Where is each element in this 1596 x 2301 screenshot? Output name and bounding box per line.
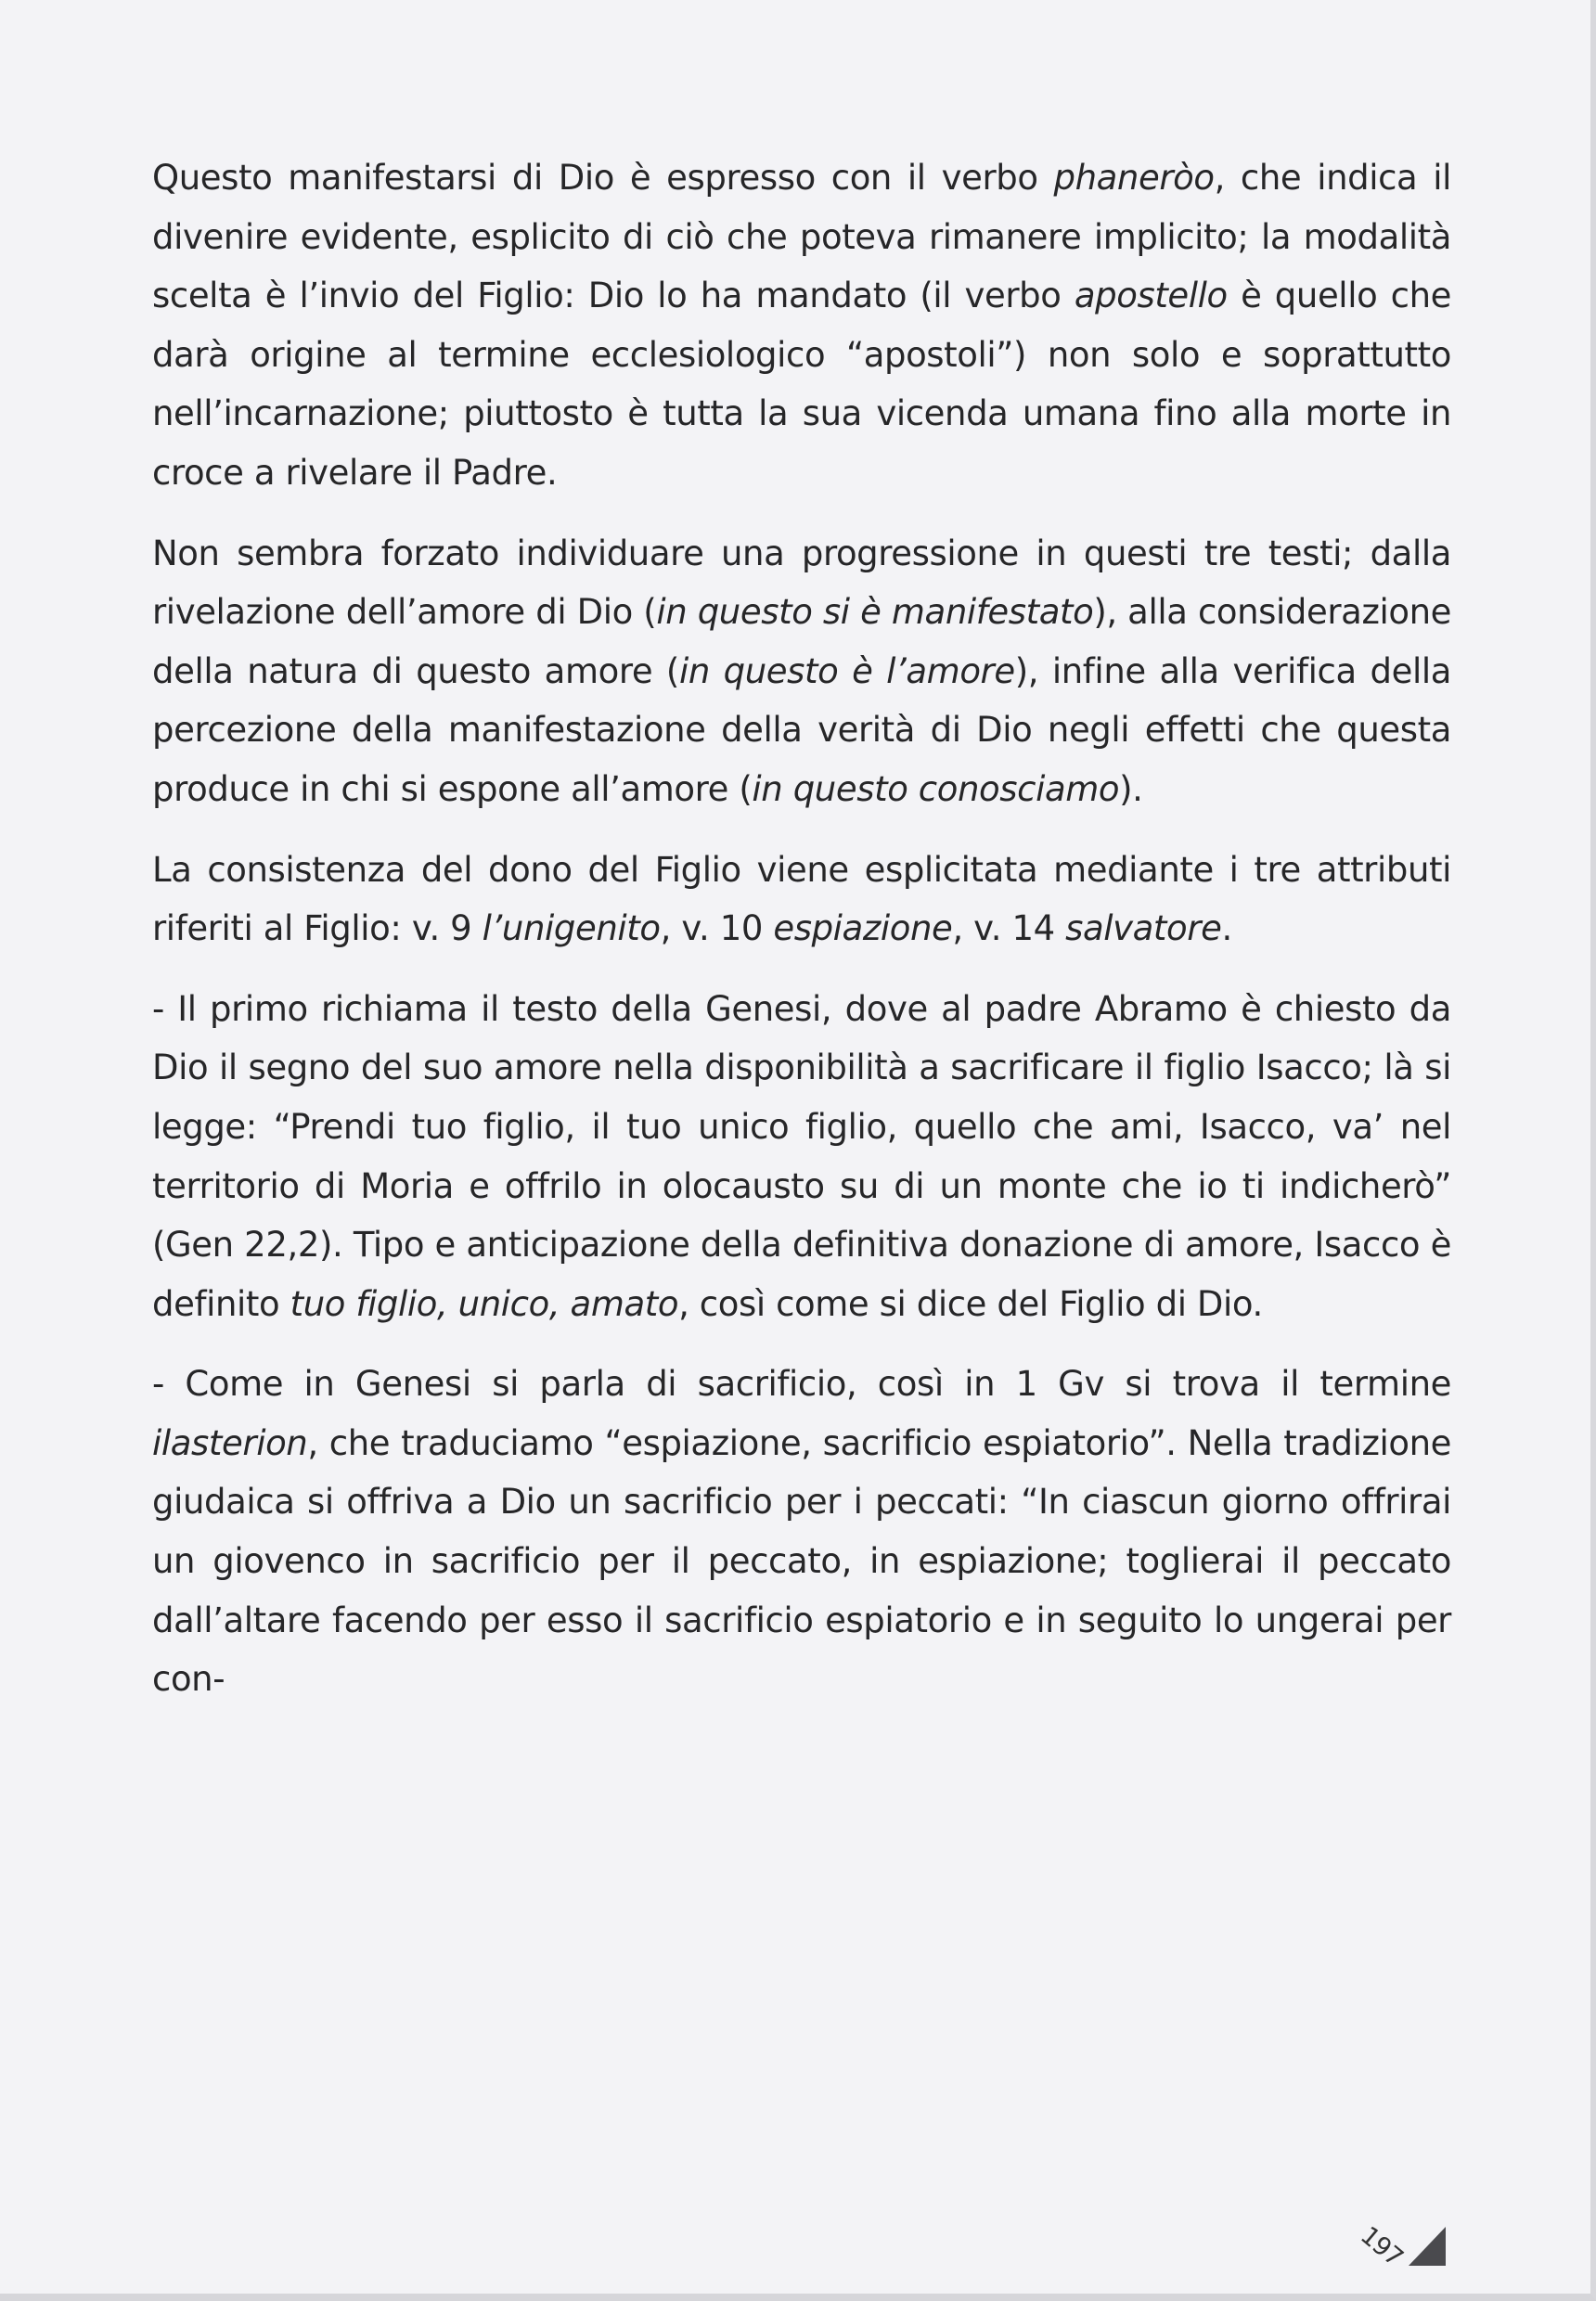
text-run: ), infine alla verifica della percezione della manifestazione della verità di Dio negli effetti che questa produce in chi si espone all’amore (	[152, 650, 1451, 809]
text-run: , così come si dice del Figlio di Dio.	[678, 1283, 1263, 1324]
italic-text: in questo è l’amore	[678, 650, 1015, 691]
italic-text: ilasterion	[152, 1422, 308, 1463]
paragraph-1	[152, 148, 1451, 503]
text-run: Questo manifestarsi di Dio è espresso con il verbo	[152, 158, 1054, 198]
body-text	[152, 148, 1451, 1709]
text-run: è quello che darà origine al termine ecclesiologico “apostoli”) non solo e soprattutto nell’incarnazione; piuttosto è tutta la sua vicenda umana fino alla morte in croce a rivelare il Padre.	[152, 276, 1451, 493]
italic-text: espiazione	[773, 908, 953, 949]
paragraph-3	[152, 841, 1451, 958]
italic-text: salvatore	[1065, 908, 1222, 949]
paragraph-4	[152, 980, 1451, 1334]
text-run: , v. 10	[660, 908, 774, 949]
italic-text: in questo conosciamo	[752, 768, 1120, 809]
text-run: - Come in Genesi si parla di sacrificio, così in 1 Gv si trova il termine	[152, 1364, 1451, 1405]
italic-text: l’unigenito	[482, 908, 661, 949]
italic-text: apostello	[1074, 276, 1228, 316]
page-number-marker	[1355, 2208, 1485, 2282]
page-number: 197	[1355, 2221, 1409, 2272]
italic-text: tuo figlio, unico, amato	[290, 1283, 679, 1324]
text-run: Non sembra forzato individuare una progressione in questi tre testi; dalla rivelazione dell’amore di Dio (	[152, 533, 1451, 633]
text-run: .	[1221, 908, 1232, 949]
text-run: ), alla considerazione della natura di questo amore (	[152, 592, 1452, 691]
text-run: ).	[1119, 768, 1143, 809]
text-run: , che traduciamo “espiazione, sacrificio espiatorio”. Nella tradizione giudaica si offriva a Dio un sacrificio per i peccati: “In ciascun giorno offrirai un giovenco in sacrificio per il peccato, in espiazione; toglierai il peccato dall’altare facendo per esso il sacrificio espiatorio e in seguito lo ungerai per con-	[152, 1422, 1451, 1700]
text-run: - Il primo richiama il testo della Genesi, dove al padre Abramo è chiesto da Dio il segno del suo amore nella disponibilità a sacrificare il figlio Isacco; là si legge: “Prendi tuo figlio, il tuo unico figlio, quello che ami, Isacco, va’ nel territorio di Moria e offrilo in olocausto su di un monte che io ti indicherò” (Gen 22,2). Tipo e anticipazione della definitiva donazione di amore, Isacco è definito	[152, 988, 1451, 1324]
paragraph-5	[152, 1355, 1451, 1709]
italic-text: in questo si è manifestato	[656, 592, 1094, 633]
italic-text: phaneròo	[1053, 158, 1215, 198]
text-run: , che indica il divenire evidente, esplicito di ciò che poteva rimanere implicito; la modalità scelta è l’invio del Figlio: Dio lo ha mandato (il verbo	[152, 158, 1451, 316]
paragraph-2	[152, 524, 1451, 819]
text-run: La consistenza del dono del Figlio viene esplicitata mediante i tre attributi riferiti al Figlio: v. 9	[152, 849, 1451, 949]
text-run: , v. 14	[952, 908, 1066, 949]
